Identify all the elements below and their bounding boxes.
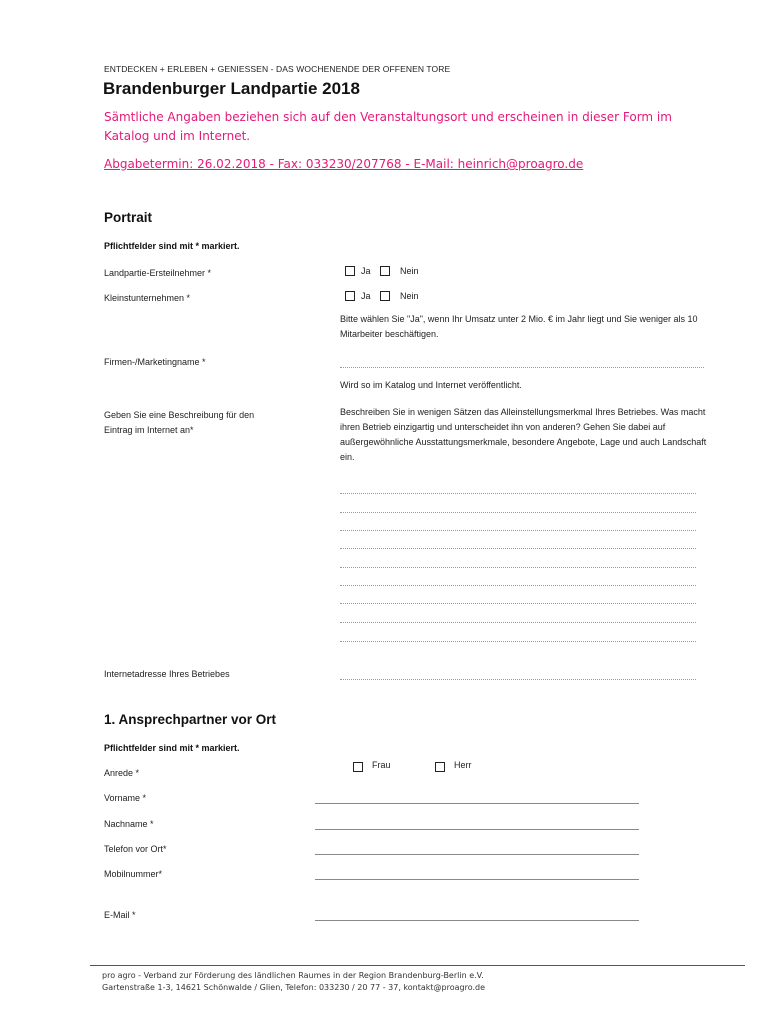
no-label: Nein bbox=[400, 291, 419, 301]
frau-checkbox[interactable] bbox=[353, 762, 363, 772]
lastname-field[interactable] bbox=[315, 829, 639, 830]
firstname-field[interactable] bbox=[315, 803, 639, 804]
mobile-field[interactable] bbox=[315, 879, 639, 880]
contact-heading: 1. Ansprechpartner vor Ort bbox=[104, 712, 277, 727]
footer-line-1: pro agro - Verband zur Förderung des ländlichen Raumes in der Region Brandenburg-Berlin e.V. bbox=[102, 971, 484, 980]
small-business-hint: Bitte wählen Sie "Ja", wenn Ihr Umsatz unter 2 Mio. € im Jahr liegt und Sie weniger als 10 Mitarbeiter beschäftigen. bbox=[340, 314, 698, 339]
small-business-no-option[interactable] bbox=[380, 291, 419, 301]
website-label: Internetadresse Ihres Betriebes bbox=[104, 669, 230, 679]
description-label: Geben Sie eine Beschreibung für den Eintrag im Internet an* bbox=[104, 410, 255, 435]
description-line-8[interactable] bbox=[340, 622, 696, 623]
footer-divider bbox=[90, 965, 745, 966]
description-line-4[interactable] bbox=[340, 548, 696, 549]
kicker-line: ENTDECKEN + ERLEBEN + GENIESSEN - DAS WOCHENENDE DER OFFENEN TORE bbox=[104, 64, 451, 74]
no-label: Nein bbox=[400, 266, 419, 276]
small-business-label: Kleinstunternehmen * bbox=[104, 293, 191, 303]
lastname-label: Nachname * bbox=[104, 819, 154, 829]
first-participant-label: Landpartie-Ersteilnehmer * bbox=[104, 268, 212, 278]
company-name-field[interactable] bbox=[340, 367, 704, 368]
frau-label: Frau bbox=[372, 760, 391, 770]
description-hint: Beschreiben Sie in wenigen Sätzen das Alleinstellungsmerkmal Ihres Betriebes. Was macht ihren Betrieb einzigartig und unterscheidet ihn von anderen? Gehen Sie dabei auf außergewöhnliche Ausstattungsmerkmale, besondere Angebote, Lage und auch Landschaft ein. bbox=[340, 407, 707, 462]
phone-field[interactable] bbox=[315, 854, 639, 855]
description-line-7[interactable] bbox=[340, 603, 696, 604]
description-line-3[interactable] bbox=[340, 530, 696, 531]
required-note: Pflichtfelder sind mit * markiert. bbox=[104, 241, 240, 251]
company-name-hint: Wird so im Katalog und Internet veröffentlicht. bbox=[340, 380, 522, 390]
portrait-heading: Portrait bbox=[104, 210, 153, 225]
herr-label: Herr bbox=[454, 760, 472, 770]
footer-line-2: Gartenstraße 1-3, 14621 Schönwalde / Glien, Telefon: 033230 / 20 77 - 37, kontakt@proagro.de bbox=[102, 983, 486, 992]
description-line-2[interactable] bbox=[340, 512, 696, 513]
small-business-yes-checkbox[interactable] bbox=[345, 291, 355, 301]
phone-label: Telefon vor Ort* bbox=[104, 844, 167, 854]
page-title: Brandenburger Landpartie 2018 bbox=[103, 79, 360, 98]
salutation-frau-option[interactable] bbox=[353, 762, 391, 772]
small-business-no-checkbox[interactable] bbox=[380, 291, 390, 301]
description-line-5[interactable] bbox=[340, 567, 696, 568]
yes-label: Ja bbox=[361, 291, 371, 301]
salutation-herr-option[interactable] bbox=[435, 762, 472, 772]
description-line-6[interactable] bbox=[340, 585, 696, 586]
salutation-label: Anrede * bbox=[104, 768, 140, 778]
deadline-text[interactable]: Abgabetermin: 26.02.2018 - Fax: 033230/207768 - E-Mail: heinrich@proagro.de bbox=[104, 157, 584, 171]
footer bbox=[102, 970, 485, 994]
email-field[interactable] bbox=[315, 920, 639, 921]
company-name-label: Firmen-/Marketingname * bbox=[104, 357, 206, 367]
intro-text: Sämtliche Angaben beziehen sich auf den Veranstaltungsort und erscheinen in dieser Form im Katalog und im Internet. bbox=[104, 110, 672, 143]
email-label: E-Mail * bbox=[104, 910, 136, 920]
required-note: Pflichtfelder sind mit * markiert. bbox=[104, 743, 240, 753]
first-participant-no-checkbox[interactable] bbox=[380, 266, 390, 276]
mobile-label: Mobilnummer* bbox=[104, 869, 163, 879]
website-field[interactable] bbox=[340, 679, 696, 680]
yes-label: Ja bbox=[361, 266, 371, 276]
first-participant-yes-checkbox[interactable] bbox=[345, 266, 355, 276]
herr-checkbox[interactable] bbox=[435, 762, 445, 772]
firstname-label: Vorname * bbox=[104, 793, 147, 803]
first-participant-yes-option[interactable] bbox=[345, 266, 371, 276]
description-line-9[interactable] bbox=[340, 641, 696, 642]
small-business-yes-option[interactable] bbox=[345, 291, 371, 301]
first-participant-no-option[interactable] bbox=[380, 266, 419, 276]
description-line-1[interactable] bbox=[340, 493, 696, 494]
